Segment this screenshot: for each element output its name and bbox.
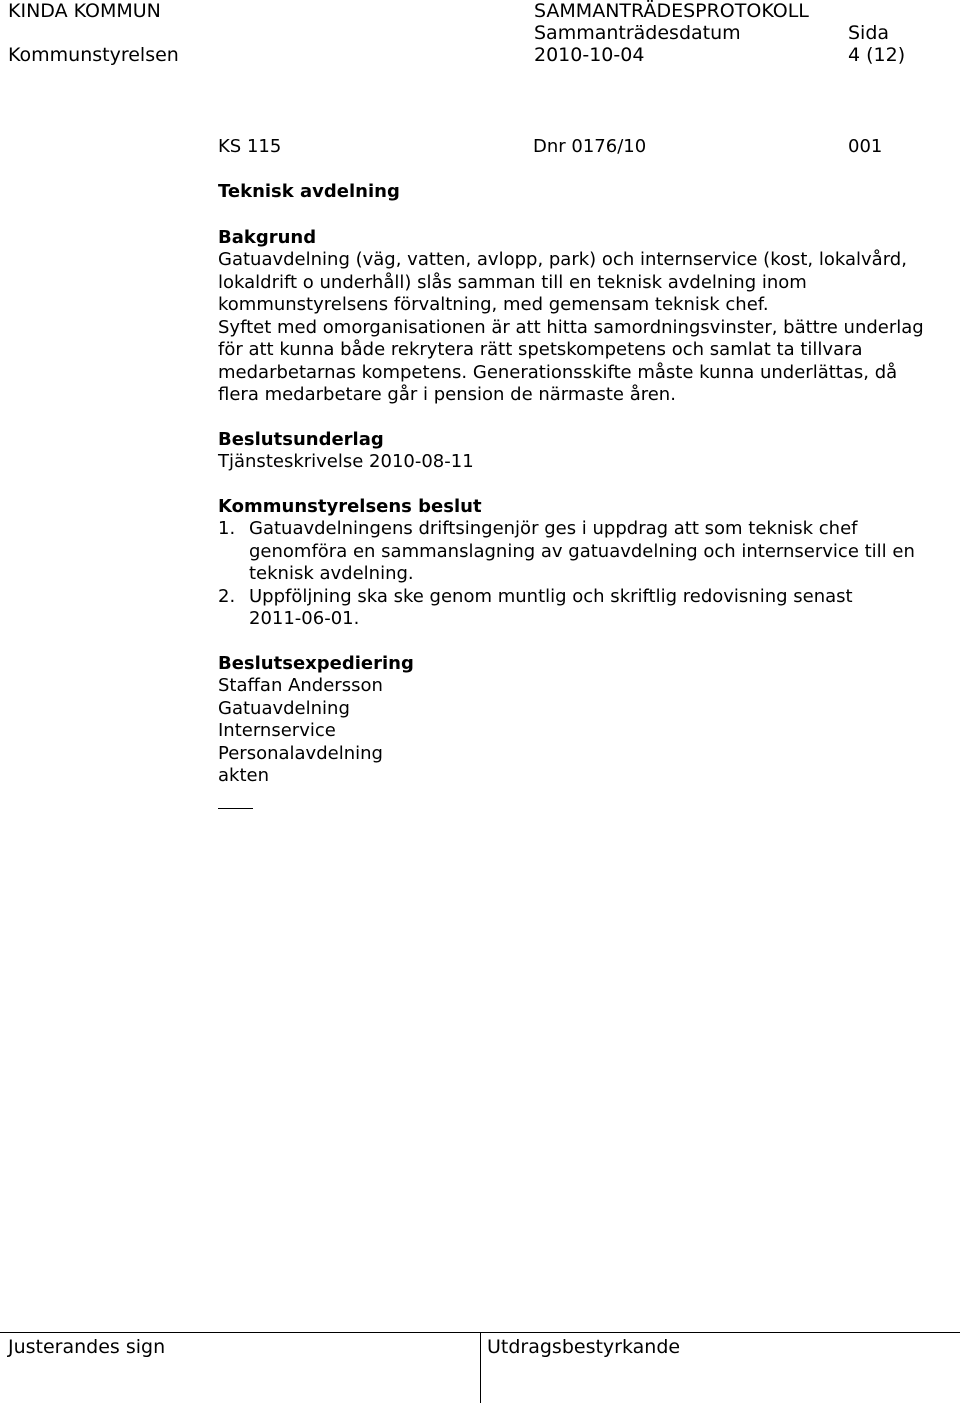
bakgrund-line: för att kunna både rekrytera rätt spetskompetens och samlat ta tillvara bbox=[218, 339, 863, 360]
document-type: SAMMANTRÄDESPROTOKOLL bbox=[534, 0, 809, 22]
recipient: Personalavdelning bbox=[218, 742, 383, 764]
decision-number: 1. bbox=[218, 518, 236, 539]
organization-name: KINDA KOMMUN bbox=[8, 0, 161, 22]
decision-line: Uppföljning ska ske genom muntlig och skriftlig redovisning senast bbox=[249, 585, 853, 607]
decision-list bbox=[218, 518, 948, 631]
bakgrund-heading: Bakgrund bbox=[218, 226, 317, 248]
bakgrund-line: Gatuavdelning (väg, vatten, avlopp, park) och internservice (kost, lokalvård, bbox=[218, 249, 907, 270]
bakgrund-line: flera medarbetare går i pension de närmaste åren. bbox=[218, 384, 676, 405]
item-reference-line bbox=[218, 136, 948, 160]
justerandes-sign-box[interactable] bbox=[0, 1333, 481, 1403]
recipient-list bbox=[218, 675, 948, 788]
beslutsunderlag-text: Tjänsteskrivelse 2010-08-11 bbox=[218, 451, 474, 472]
recipient: Gatuavdelning bbox=[218, 697, 350, 719]
bakgrund-text bbox=[218, 249, 948, 407]
committee-name: Kommunstyrelsen bbox=[8, 44, 179, 66]
decision-item bbox=[218, 518, 948, 586]
bakgrund-line: kommunstyrelsens förvaltning, med gemensam teknisk chef. bbox=[218, 294, 769, 315]
signature-footer bbox=[0, 1332, 960, 1403]
ks-number: KS 115 bbox=[218, 136, 282, 157]
decision-line: genomföra en sammanslagning av gatuavdelning och internservice till en bbox=[249, 540, 915, 562]
decision-item bbox=[218, 586, 948, 631]
decision-line: Gatuavdelningens driftsingenjör ges i uppdrag att som teknisk chef bbox=[249, 518, 858, 539]
end-rule bbox=[218, 808, 253, 809]
recipient: Staffan Andersson bbox=[218, 675, 383, 696]
beslutsexpediering-heading: Beslutsexpediering bbox=[218, 652, 414, 674]
meeting-date-label: Sammanträdesdatum bbox=[534, 22, 741, 44]
dnr-number: Dnr 0176/10 bbox=[533, 136, 647, 157]
bakgrund-line: medarbetarnas kompetens. Generationsskifte måste kunna underlättas, då bbox=[218, 361, 898, 383]
beslut-heading: Kommunstyrelsens beslut bbox=[218, 495, 482, 517]
recipient: Internservice bbox=[218, 720, 336, 741]
beslutsunderlag-heading: Beslutsunderlag bbox=[218, 428, 384, 450]
meeting-date: 2010-10-04 bbox=[534, 44, 645, 66]
utdragsbestyrkande-box[interactable] bbox=[481, 1333, 960, 1403]
utdragsbestyrkande-label: Utdragsbestyrkande bbox=[487, 1336, 681, 1358]
decision-number: 2. bbox=[218, 585, 236, 607]
recipient: akten bbox=[218, 765, 269, 786]
item-code: 001 bbox=[848, 136, 883, 157]
page-label: Sida bbox=[848, 22, 890, 44]
justerandes-sign-label: Justerandes sign bbox=[8, 1336, 166, 1358]
bakgrund-line: Syftet med omorganisationen är att hitta samordningsvinster, bättre underlag bbox=[218, 316, 924, 338]
document-body bbox=[218, 136, 948, 809]
bakgrund-line: lokaldrift o underhåll) slås samman till en teknisk avdelning inom bbox=[218, 271, 807, 293]
decision-line: 2011-06-01. bbox=[249, 608, 360, 629]
item-title: Teknisk avdelning bbox=[218, 181, 400, 202]
page-number: 4 (12) bbox=[848, 44, 906, 66]
decision-line: teknisk avdelning. bbox=[249, 563, 414, 584]
